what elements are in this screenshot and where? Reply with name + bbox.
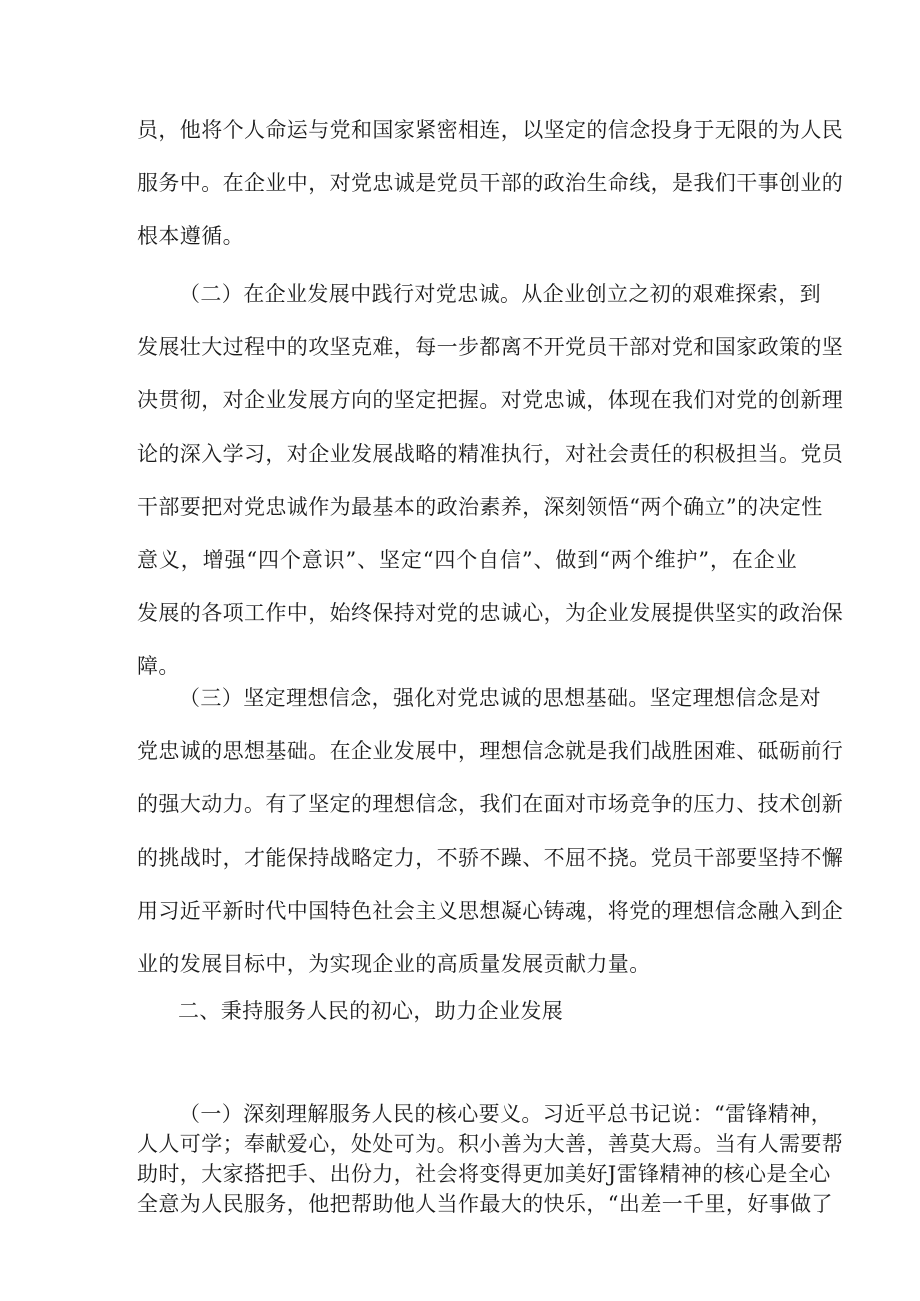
section-2-1-paragraph	[137, 1099, 844, 1219]
paragraph-line: 服务中。在企业中，对党忠诚是党员干部的政治生命线，是我们干事创业的	[137, 171, 844, 196]
paragraph-line: 意义，增强“四个意识”、坚定“四个自信”、做到“两个维护”，在企业	[137, 547, 797, 572]
paragraph-line: 根本遵循。	[137, 224, 244, 249]
paragraph-line: 的挑战时，才能保持战略定力，不骄不躁、不屈不挠。党员干部要坚持不懈	[137, 845, 844, 870]
paragraph-line: 业的发展目标中，为实现企业的高质量发展贡献力量。	[137, 951, 651, 976]
paragraph-line: 员，他将个人命运与党和国家紧密相连，以坚定的信念投身于无限的为人民	[137, 118, 844, 142]
paragraph-line: 发展的各项工作中，始终保持对党的忠诚心，为企业发展提供坚实的政治保	[137, 601, 844, 626]
paragraph-line: 论的深入学习，对企业发展战略的精准执行，对社会责任的积极担当。党员	[137, 441, 844, 466]
section-1-2-paragraph	[137, 277, 844, 703]
paragraph-line: 决贯彻，对企业发展方向的坚定把握。对党忠诚，体现在我们对党的创新理	[137, 388, 844, 413]
paragraph-line: 用习近平新时代中国特色社会主义思想凝心铸魂，将党的理想信念融入到企	[137, 898, 844, 923]
paragraph-line: 人人可学；奉献爱心，处处可为。积小善为大善，善莫大焉。当有人需要帮	[137, 1132, 844, 1156]
section-2-heading: 二、秉持服务人民的初心，助力企业发展	[178, 999, 564, 1023]
paragraph-line: （二）在企业发展中践行对党忠诚。从企业创立之初的艰难探索，到	[179, 282, 821, 306]
paragraph-line: （一）深刻理解服务人民的核心要义。习近平总书记说：“雷锋精神，	[179, 1102, 833, 1126]
continuation-paragraph	[137, 113, 844, 273]
paragraph-line: 助时，大家搭把手、出份力，社会将变得更加美好J雷锋精神的核心是全心	[137, 1162, 831, 1186]
paragraph-line: 发展壮大过程中的攻坚克难，每一步都离不开党员干部对党和国家政策的坚	[137, 335, 844, 360]
paragraph-line: 的强大动力。有了坚定的理想信念，我们在面对市场竞争的压力、技术创新	[137, 792, 844, 817]
paragraph-line: （三）坚定理想信念，强化对党忠诚的思想基础。坚定理想信念是对	[179, 686, 821, 710]
paragraph-line: 全意为人民服务，他把帮助他人当作最大的快乐，“出差一千里，好事做了	[137, 1192, 833, 1216]
section-1-3-paragraph	[137, 681, 844, 1000]
paragraph-line: 党忠诚的思想基础。在企业发展中，理想信念就是我们战胜困难、砥砺前行	[137, 739, 844, 764]
paragraph-line: 干部要把对党忠诚作为最基本的政治素养，深刻领悟“两个确立”的决定性	[137, 494, 823, 519]
paragraph-line: 障。	[137, 654, 180, 679]
